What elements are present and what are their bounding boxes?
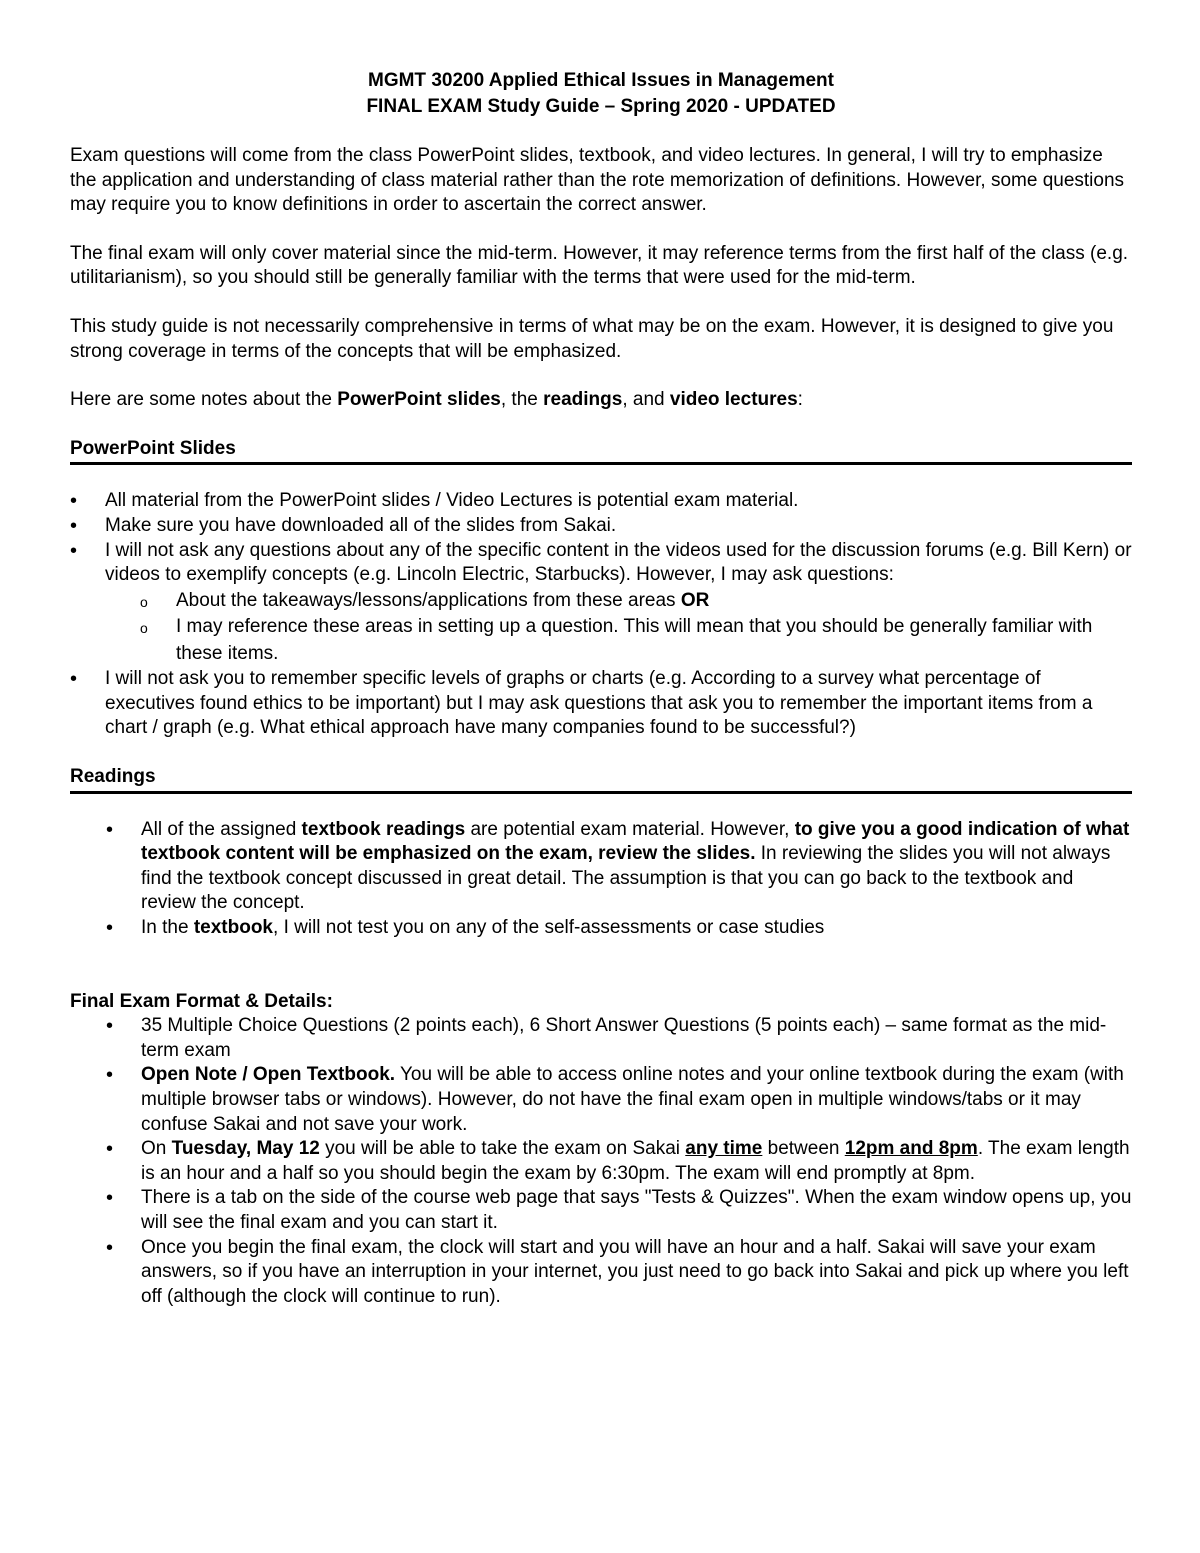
list-item: • Make sure you have downloaded all of the slides from Sakai. <box>70 514 1132 539</box>
readings-section-heading: Readings <box>70 765 1132 794</box>
list-item: • All of the assigned textbook readings are potential exam material. However, to give you a good indication of what textbook content will be emphasized on the exam, review the slides. In reviewing the slides you will not always find the textbook concept discussed in great detail. The assumption is that you can go back to the textbook and review the concept. <box>70 818 1132 916</box>
intro-paragraph-3: This study guide is not necessarily comprehensive in terms of what may be on the exam. However, it is designed to give you strong coverage in terms of the concepts that will be emphasized. <box>70 315 1114 362</box>
intro-paragraph-2: The final exam will only cover material since the mid-term. However, it may reference terms from the first half of the class (e.g. utilitarianism), so you should still be generally familiar with the terms that were used for the mid-term. <box>70 242 1129 289</box>
sub-list <box>140 588 1132 668</box>
sub-list-item: o I may reference these areas in setting up a question. This will mean that you should be generally familiar with these items. <box>140 614 1132 667</box>
list-item: • Open Note / Open Textbook. You will be able to access online notes and your online textbook during the exam (with multiple browser tabs or windows). However, do not have the final exam open in multiple windows/tabs or it may confuse Sakai and not save your work. <box>70 1063 1132 1137</box>
final-exam-heading: Final Exam Format & Details: <box>70 990 333 1012</box>
list-item: • Once you begin the final exam, the clock will start and you will have an hour and a half. Sakai will save your exam answers, so if you have an interruption in your internet, you just need to go back into Sakai and pick up where you left off (although the clock will continue to run). <box>70 1236 1132 1310</box>
list-item: • In the textbook, I will not test you on any of the self-assessments or case studies <box>70 916 1132 941</box>
powerpoint-section-heading: PowerPoint Slides <box>70 437 1132 466</box>
sub-list-item: o About the takeaways/lessons/applications from these areas OR <box>140 588 1132 615</box>
list-item: • I will not ask any questions about any of the specific content in the videos used for the discussion forums (e.g. Bill Kern) or videos to exemplify concepts (e.g. Lincoln Electric, Starbucks). However, I may ask questions: o About the takeaways/lessons/applications from these areas OR o I may reference these areas in setting up a question. This will mean that you should be generally familiar with these items. <box>70 539 1132 668</box>
document-title <box>70 68 1132 120</box>
list-item: • All material from the PowerPoint slides / Video Lectures is potential exam material. <box>70 489 1132 514</box>
guide-title: FINAL EXAM Study Guide – Spring 2020 - UPDATED <box>366 96 836 117</box>
list-item: • I will not ask you to remember specific levels of graphs or charts (e.g. According to a survey what percentage of executives found ethics to be important) but I may ask questions that ask you to remember the important items from a chart / graph (e.g. What ethical approach have many companies found to be successful?) <box>70 667 1132 741</box>
powerpoint-list <box>70 489 1132 741</box>
readings-list <box>70 818 1132 941</box>
course-title: MGMT 30200 Applied Ethical Issues in Management <box>368 70 834 91</box>
list-item: • On Tuesday, May 12 you will be able to take the exam on Sakai any time between 12pm and 8pm. The exam length is an hour and a half so you should begin the exam by 6:30pm. The exam will end promptly at 8pm. <box>70 1137 1132 1186</box>
list-item: • There is a tab on the side of the course web page that says "Tests & Quizzes". When the exam window opens up, you will see the final exam and you can start it. <box>70 1186 1132 1235</box>
intro-paragraph-4: Here are some notes about the PowerPoint slides, the readings, and video lectures: <box>70 389 803 411</box>
intro-paragraph-1: Exam questions will come from the class PowerPoint slides, textbook, and video lectures. In general, I will try to emphasize the application and understanding of class material rather than the rote memorization of definitions. However, some questions may require you to know definitions in order to ascertain the correct answer. <box>70 145 1125 216</box>
document-page <box>70 68 1132 1309</box>
final-exam-list <box>70 1014 1132 1309</box>
list-item: • 35 Multiple Choice Questions (2 points each), 6 Short Answer Questions (5 points each) – same format as the mid-term exam <box>70 1014 1132 1063</box>
